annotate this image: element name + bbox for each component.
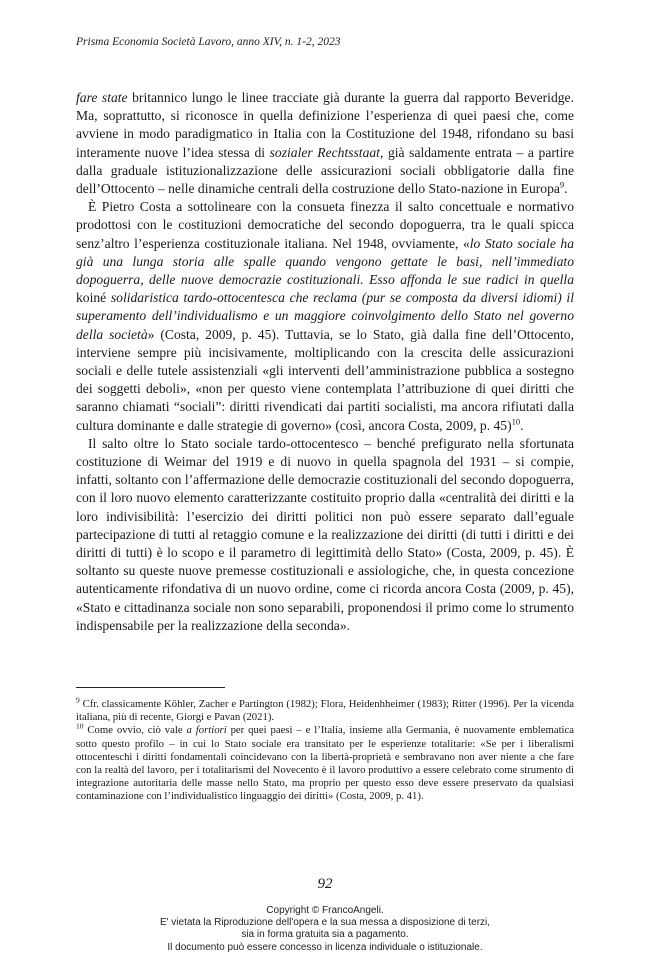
paragraph-1 (76, 89, 574, 198)
footnote-9-number: 9 (76, 695, 80, 705)
footnote-ref-10[interactable]: 10 (511, 416, 521, 427)
copyright-notice (0, 905, 650, 954)
copyright-line-2: E' vietata la Riproduzione dell'opera e la sua messa a disposizione di terzi, (159, 917, 491, 929)
p2-text-5: » (Costa, 2009, p. 45). Tuttavia, se lo Stato, già dalla fine dell’Ottocento, interviene sempre più incisivamente, moltiplicando con la crescita delle assicurazioni sociali e delle tutele assistenziali «gli interventi dell’amministrazione pubblica a sostegno dei soggetti deboli», «non per questo viene contemplata l’attribuzione di quei diritti che saranno chiamati “sociali”: diritti rivendicati dai partiti socialisti, ma ancora rifiutati dalla cultura dominante e dalle strategie di governo» (così, ancora Costa, 2009, p. 45) (76, 326, 574, 433)
p2-text-3: koiné (76, 290, 111, 306)
footnote-divider (76, 687, 225, 688)
copyright-line-4: Il documento può essere concesso in licenza individuale o istituzionale. (167, 941, 483, 953)
footnote-9 (76, 695, 574, 724)
p1-italic-3: sozialer Rechtsstaat (269, 144, 380, 160)
p1-italic-1: fare state (76, 90, 128, 105)
p2-italic-4: solidaristica tardo-ottocentesca che reclama (pur se composta da diversi idiomi) il superamento dell’individualismo e un maggiore coinvolgimento dello Stato nel governo della società (76, 290, 574, 342)
paragraph-3: Il salto oltre lo Stato sociale tardo-ottocentesco – benché prefigurato nella sfortunata costituzione di Weimar del 1919 e di nuovo in quella spagnola del 1931 – si compie, infatti, soltanto con l’affermazione delle democrazie costituzionali del secondo dopoguerra, con il loro nuovo elemento caratterizzante costituito proprio dalla «centralità dei diritti e la loro indivisibilità: l’esercizio dei diritti politici non può essere separato dall’eguale partecipazione di tutti al retaggio comune e la realizzazione dei diritti (di tutti i diritti e dei diritti di tutti) è lo scopo e il parametro di legittimità dello Stato» (Costa, 2009, p. 45). È soltanto su queste nuove premesse costituzionali e assiologiche, che, in questa concezione autenticamente rifondativa di un nuovo ordine, come ci ricorda ancora Costa (2009, p. 45), «Stato e cittadinanza sociale non sono separabili, proponendosi il primo come lo strumento indispensabile per la realizzazione della seconda». (76, 435, 574, 633)
body-text (76, 89, 574, 635)
p1-text-4: , già saldamente entrata – a partire dalla graduale istituzionalizzazione delle assicurazioni sociali obbligatorie dalla fine dell’Ottocento – nelle dinamiche centrali della costruzione dello Stato-nazione in Europa (76, 144, 574, 197)
footnote-ref-9[interactable]: 9 (559, 179, 565, 190)
copyright-line-1: Copyright © FrancoAngeli. (266, 905, 384, 916)
footnote-10 (76, 721, 575, 803)
footnote-9-text: Cfr. classicamente Köhler, Zacher e Partington (1982); Flora, Heidenhheimer (1983); Ritter (1996). Per la vicenda italiana, più di recente, Giorgi e Pavan (2021). (76, 698, 574, 724)
footnote-10-number: 10 (76, 721, 84, 731)
p1-text-2: britannico lungo le linee tracciate già durante la guerra dal rapporto Beveridge. Ma, soprattutto, si riconosce in quella definizione l’esperienza di quei paesi che, come avviene in modo paradigmatico in Italia con la Costituzione del 1948, rifondano su basi interamente nuove l’idea stessa di (76, 90, 574, 160)
p2-text-6: . (520, 417, 524, 433)
copyright-line-3: sia in forma gratuita sia a pagamento. (241, 929, 409, 941)
footnote-10-text-1: Come ovvio, ciò vale (83, 724, 187, 737)
running-head: Prisma Economia Società Lavoro, anno XIV, n. 1-2, 2023 (76, 36, 341, 48)
p1-text-5: . (564, 181, 568, 197)
paragraph-2 (76, 198, 574, 435)
footnotes (76, 695, 575, 804)
footnote-10-text-3: per quei paesi – e l’Italia, insieme alla Germania, è nuovamente emblematica sotto questo profilo – in cui lo Stato sociale era transitato per le esperienze totalitarie: «Se per i liberalismi ottocenteschi i diritti fondamentali coincidevano con la libertà-proprietà e sembravano non aver niente a che fare con la realtà del lavoro, per i totalitarismi del Novecento è il lavoro produttivo a essere celebrato come strumento di integrazione autoritaria delle masse nello Stato, ma proprio per questo esso deve essere preservato da qualsiasi contaminazione con l’individualistico linguaggio dei diritti» (Costa, 2009, p. 41). (76, 724, 575, 803)
p2-italic-2: lo Stato sociale ha già una lunga storia alle spalle quando vengono gettate le basi, nell’immediato dopoguerra, delle nuove democrazie costituzionali. Esso affonda le sue radici in quella (76, 235, 575, 288)
footnote-10-italic: a fortiori (186, 724, 227, 737)
page-number: 92 (317, 876, 333, 892)
p2-text-1: È Pietro Costa a sottolineare con la consueta finezza il salto concettuale e normativo prodottosi con le costituzioni democratiche del secondo dopoguerra, tra le quali spicca senz’altro l’esperienza costituzionale italiana. Nel 1948, ovviamente, « (76, 199, 574, 251)
